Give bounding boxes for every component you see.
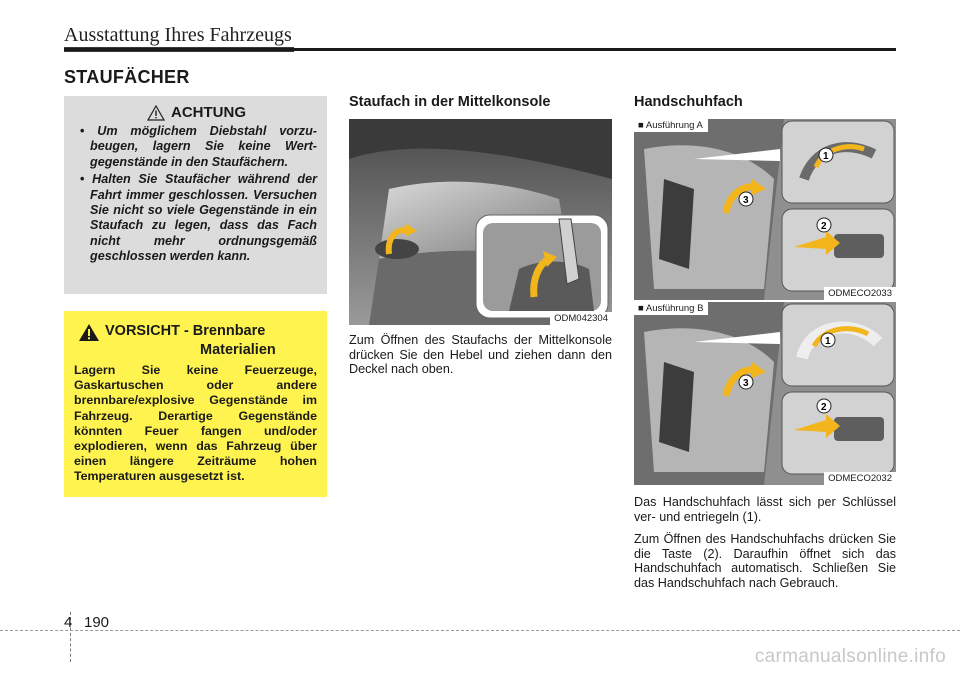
warning-triangle-icon [147, 105, 165, 121]
console-illustration [349, 119, 612, 325]
vorsicht-box [64, 311, 327, 497]
glovebox-a-illustration [634, 119, 896, 300]
achtung-item: • Halten Sie Staufächer während der Fahrt immer geschlossen. Versuchen Sie nicht so viele Gegenstände in ein Staufach zu legen, dass das Fach nicht mehr ordnungsgemäß geschlossen werden kann. [76, 172, 317, 264]
chapter-number: 4 [64, 614, 73, 631]
header-rule [64, 48, 896, 51]
section-title: STAUFÄCHER [64, 67, 190, 87]
figure-b-code: ODMECO2032 [824, 472, 896, 485]
handschuhfach-figure-b [634, 302, 896, 485]
handschuhfach-figure-a [634, 119, 896, 300]
figure-a-code: ODMECO2033 [824, 287, 896, 300]
vorsicht-subtitle: Materialien [200, 342, 276, 358]
vorsicht-title: VORSICHT - Brennbare [105, 323, 266, 339]
page-number: 190 [84, 614, 110, 631]
chapter-title: Ausstattung Ihres Fahrzeugs [64, 24, 292, 46]
mittelkonsole-figure-code: ODM042304 [550, 312, 612, 325]
achtung-box [64, 96, 327, 294]
achtung-item: • Um möglichem Diebstahl vorzu-beugen, lagern Sie keine Wert-gegenstände in den Staufächern. [76, 124, 317, 170]
achtung-header [76, 104, 317, 121]
figure-b-label: ■ Ausführung B [634, 302, 708, 315]
figure-a-label: ■ Ausführung A [634, 119, 708, 132]
handschuhfach-text-2: Zum Öffnen des Handschuhfachs drücken Sie die Taste (2). Daraufhin öffnet sich das Handschuhfach automatisch. Schließen Sie das Handschuhfach nach Gebrauch. [634, 532, 896, 590]
watermark: carmanualsonline.info [754, 646, 946, 667]
vorsicht-header [74, 323, 317, 342]
callout-1: 1 [825, 336, 831, 347]
glovebox-b-illustration [634, 302, 896, 485]
achtung-title: ACHTUNG [171, 104, 246, 121]
callout-3: 3 [743, 195, 749, 206]
mittelkonsole-figure [349, 119, 612, 325]
mittelkonsole-text: Zum Öffnen des Staufachs der Mittelkonsole drücken Sie den Hebel und ziehen dann den Deckel nach oben. [349, 333, 612, 377]
handschuhfach-title: Handschuhfach [634, 94, 743, 110]
vorsicht-body: Lagern Sie keine Feuerzeuge, Gaskartuschen oder andere brennbare/explosive Gegenstände im Fahrzeug. Derartige Gegenstände könnten Feuer fangen und/oder explodieren, wenn das Fahrzeug über einen längere Zeiträume hohen Temperaturen ausgesetzt ist. [74, 363, 317, 484]
warning-filled-icon [78, 323, 100, 342]
callout-3: 3 [743, 378, 749, 389]
achtung-list [76, 124, 317, 265]
mittelkonsole-title: Staufach in der Mittelkonsole [349, 94, 551, 110]
callout-2: 2 [821, 402, 827, 413]
handschuhfach-text-1: Das Handschuhfach lässt sich per Schlüssel ver- und entriegeln (1). [634, 495, 896, 524]
callout-2: 2 [821, 221, 827, 232]
callout-1: 1 [823, 151, 829, 162]
footer-rule [0, 630, 960, 631]
